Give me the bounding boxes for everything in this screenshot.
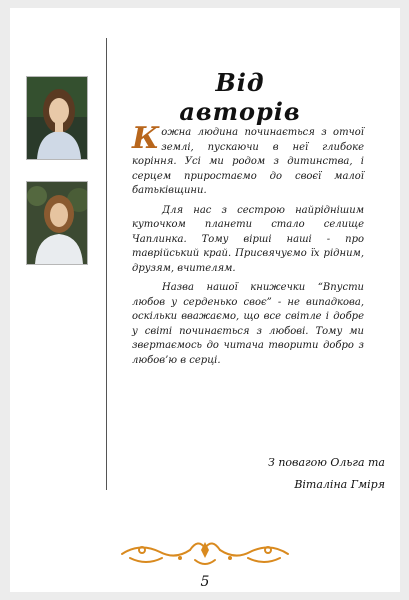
author-photo-1 (26, 76, 88, 160)
drop-cap: К (132, 121, 160, 156)
decorative-ornament (120, 538, 290, 570)
vertical-divider (106, 38, 107, 490)
signature (190, 452, 385, 496)
signature-line-2: Віталіна Гміря (294, 478, 385, 491)
paragraph-2: Для нас з сестрою найрiднішим куточком планети стало селище Чаплинка. Тому вірші наші - про таврійський край. Присвячуємо їх рідним, друзям, вчителям. (132, 204, 364, 274)
book-page (10, 8, 400, 592)
page-title: Від авторів (179, 68, 301, 126)
paragraph-3: Назва нашої книжечки “Впусти любов у серденько своє” - не випадкова, оскільки вважаємо, що все світле і добре у світі починається з любові. Тому ми звертаємось до читача творити добро з любов’ю в серці. (132, 282, 364, 366)
foreword-text (132, 121, 364, 373)
author-photo-2 (26, 181, 88, 265)
page-number: 5 (200, 574, 210, 590)
paragraph-1-text: ожна людина починається з отчої землі, пускаючи в неї глибоке коріння. Усі ми родом з дитинства, і серцем приростаємо до своєї малої батьківщини. (132, 127, 364, 196)
signature-line-1: З повагою Ольга та (268, 456, 385, 469)
paragraph-1 (132, 121, 364, 199)
